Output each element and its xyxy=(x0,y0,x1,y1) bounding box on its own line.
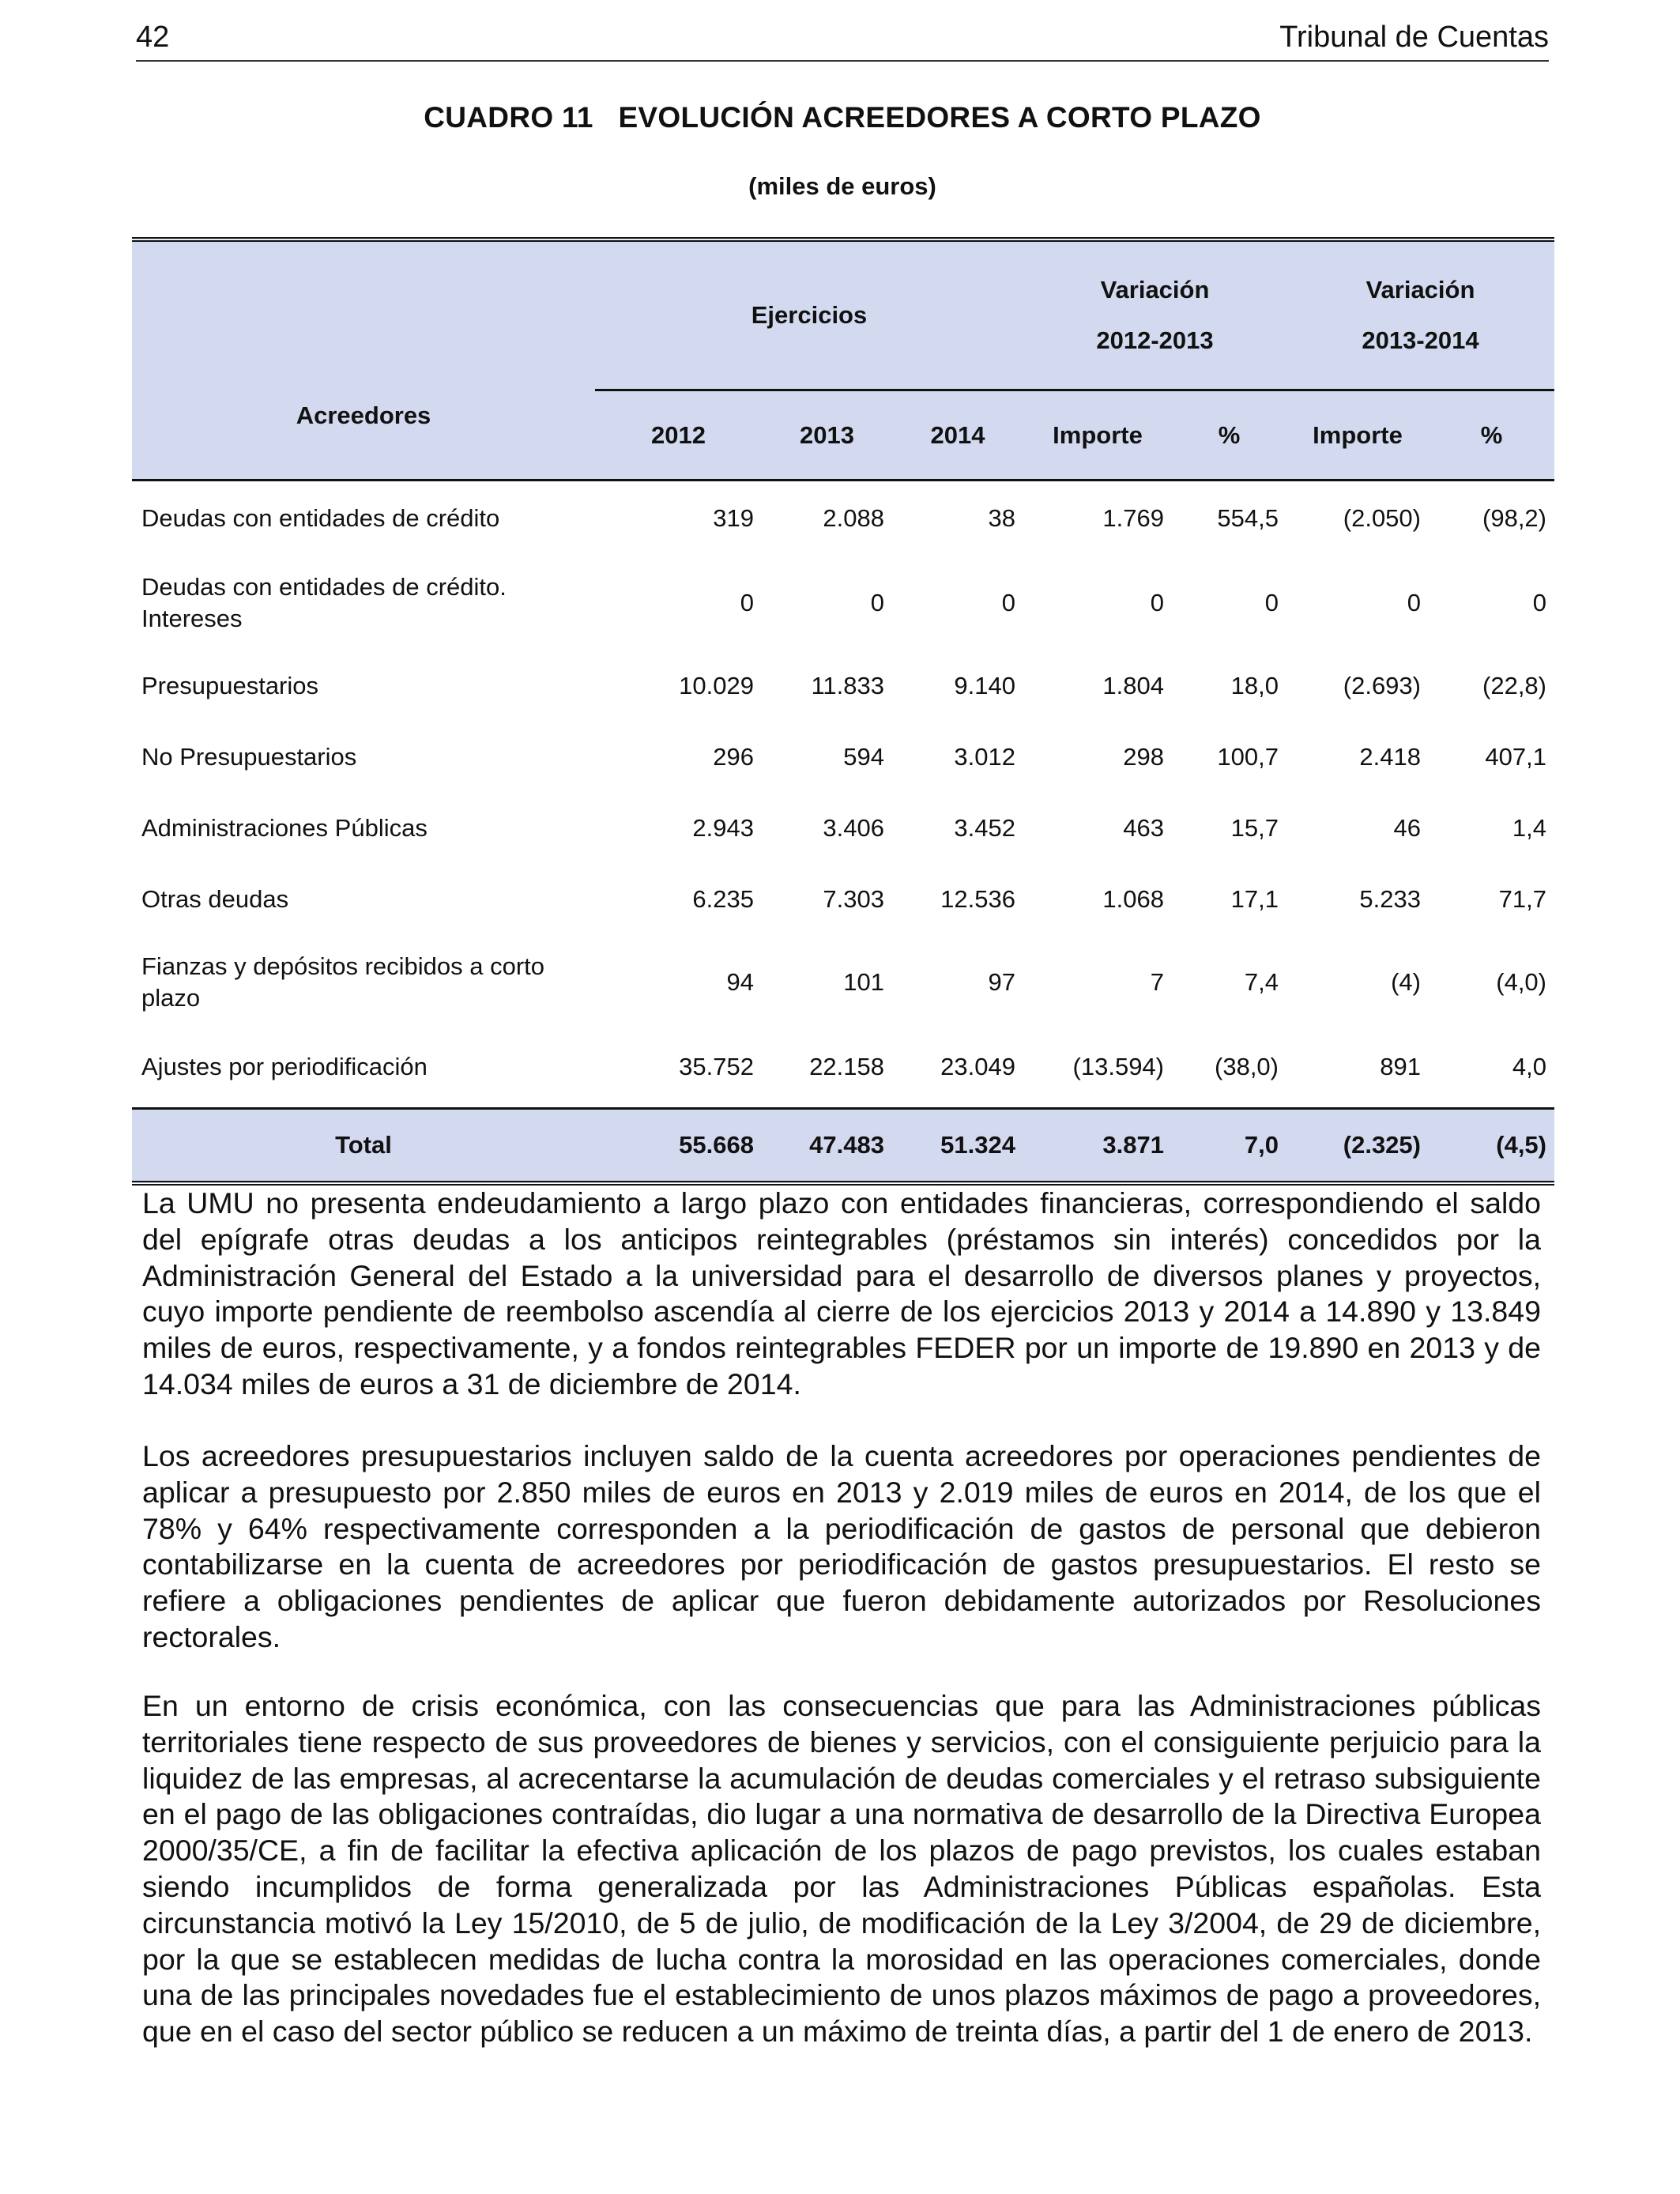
cell-pct-1: (38,0) xyxy=(1215,1053,1279,1080)
cell-pct-2: 0 xyxy=(1532,589,1546,616)
cell-2013: 101 xyxy=(843,968,884,996)
cell-pct-2: (4,0) xyxy=(1496,968,1546,996)
cell-2013: 3.406 xyxy=(823,814,884,842)
cell-2013: 594 xyxy=(843,743,884,771)
cell-2014: 23.049 xyxy=(940,1053,1015,1080)
cell-pct-1: 18,0 xyxy=(1230,672,1279,699)
cell-importe-1: 1.769 xyxy=(1102,504,1164,532)
row-label xyxy=(132,556,595,650)
cell-importe-2: 0 xyxy=(1407,589,1421,616)
cell-2014: 38 xyxy=(988,504,1015,532)
cell-2012: 94 xyxy=(726,968,754,996)
table-row xyxy=(132,1030,1554,1109)
variacion-label: Variación xyxy=(1365,276,1475,304)
total-importe-2: (2.325) xyxy=(1286,1109,1429,1184)
row-label-line: Intereses xyxy=(141,605,243,632)
cell-2014: 9.140 xyxy=(954,672,1015,699)
variacion-period: 2012-2013 xyxy=(1096,326,1214,355)
row-label-line: Fianzas y depósitos recibidos a corto xyxy=(141,952,545,980)
cell-importe-1: 0 xyxy=(1150,589,1164,616)
cell-pct-1: 17,1 xyxy=(1230,885,1279,913)
cell-pct-2: 1,4 xyxy=(1512,814,1546,842)
table-row xyxy=(132,864,1554,935)
row-label-line: plazo xyxy=(141,984,201,1012)
total-pct-2: (4,5) xyxy=(1429,1109,1554,1184)
body-paragraph: La UMU no presenta endeudamiento a largo plazo con entidades financieras, correspondiendo el saldo del epígrafe otras deudas a los anticipos reintegrables (préstamos sin interés) concedidos por la Administración General del Estado a la universidad para el desarrollo de diversos planes y proyectos, cuyo importe pendiente de reembolso ascendía al cierre de los ejercicios 2013 y 2014 a 14.890 y 13.849 miles de euros, respectivamente, y a fondos reintegrables FEDER por un importe de 19.890 en 2013 y de 14.034 miles de euros a 31 de diciembre de 2014. xyxy=(142,1186,1541,1400)
cell-2013: 0 xyxy=(870,589,884,616)
cell-importe-1: 1.068 xyxy=(1102,885,1164,913)
row-label-line: Deudas con entidades de crédito. xyxy=(141,573,507,601)
cell-2012: 319 xyxy=(713,504,754,532)
cell-importe-2: (4) xyxy=(1391,968,1421,996)
variacion-label: Variación xyxy=(1100,276,1210,304)
total-pct-1: 7,0 xyxy=(1172,1109,1286,1184)
cell-2013: 7.303 xyxy=(823,885,884,913)
cell-importe-2: 46 xyxy=(1393,814,1421,842)
cell-pct-1: 7,4 xyxy=(1244,968,1279,996)
cell-importe-2: (2.693) xyxy=(1343,672,1421,699)
cell-pct-2: 4,0 xyxy=(1512,1053,1546,1080)
total-2012: 55.668 xyxy=(595,1109,762,1184)
row-label xyxy=(132,935,595,1030)
header-variacion-2013-2014 xyxy=(1286,239,1554,390)
cell-pct-2: 407,1 xyxy=(1485,743,1546,771)
cell-2014: 3.452 xyxy=(954,814,1015,842)
cell-2012: 10.029 xyxy=(679,672,754,699)
cell-2012: 2.943 xyxy=(692,814,754,842)
total-label: Total xyxy=(132,1109,595,1184)
cell-importe-1: 298 xyxy=(1123,743,1164,771)
row-label: Presupuestarios xyxy=(141,672,319,699)
total-importe-1: 3.871 xyxy=(1023,1109,1172,1184)
cell-2012: 6.235 xyxy=(692,885,754,913)
row-label: Ajustes por periodificación xyxy=(141,1053,428,1080)
cell-importe-2: 2.418 xyxy=(1359,743,1421,771)
cell-importe-2: 891 xyxy=(1380,1053,1421,1080)
row-label: Otras deudas xyxy=(141,885,289,913)
body-paragraph: En un entorno de crisis económica, con las consecuencias que para las Administraciones públicas territoriales tiene respecto de sus proveedores de bienes y servicios, con el consiguiente perjuicio para la liquidez de las empresas, al acrecentarse la acumulación de deudas comerciales y el retraso subsiguiente en el pago de las obligaciones contraídas, dio lugar a una normativa de desarrollo de la Directiva Europea 2000/35/CE, a fin de facilitar la efectiva aplicación de los plazos de pago previstos, los cuales estaban siendo incumplidos de forma generalizada por las Administraciones Públicas españolas. Esta circunstancia motivó la Ley 15/2010, de 5 de julio, de modificación de la Ley 3/2004, de 29 de diciembre, por la que se establecen medidas de lucha contra la morosidad en las operaciones comerciales, donde una de las principales novedades fue el establecimiento de unos plazos máximos de pago a proveedores, que en el caso del sector público se reducen a un máximo de treinta días, a partir del 1 de enero de 2013. xyxy=(142,1689,1541,2049)
body-paragraph: Los acreedores presupuestarios incluyen saldo de la cuenta acreedores por operaciones pendientes de aplicar a presupuesto por 2.850 miles de euros en 2013 y 2.019 miles de euros en 2014, de los que el 78% y 64% respectivamente corresponden a la periodificación de gastos de personal que debieron contabilizarse en la cuenta de acreedores por periodificación de gastos presupuestarios. El resto se refiere a obligaciones pendientes de aplicar que fueron debidamente autorizados por Resoluciones rectorales. xyxy=(142,1439,1541,1653)
cell-pct-2: 71,7 xyxy=(1498,885,1546,913)
variacion-period: 2013-2014 xyxy=(1362,326,1479,355)
cell-2012: 296 xyxy=(713,743,754,771)
table-row xyxy=(132,722,1554,793)
table-row xyxy=(132,793,1554,864)
table-title: CUADRO 11 EVOLUCIÓN ACREEDORES A CORTO PLAZO xyxy=(424,101,1261,134)
cell-2012: 35.752 xyxy=(679,1053,754,1080)
table-row xyxy=(132,650,1554,722)
cell-importe-2: 5.233 xyxy=(1359,885,1421,913)
header-variacion-2012-2013 xyxy=(1023,239,1286,390)
cell-2012: 0 xyxy=(740,589,754,616)
header-pct-2: % xyxy=(1429,390,1554,481)
cell-2013: 2.088 xyxy=(823,504,884,532)
row-label: Administraciones Públicas xyxy=(141,814,428,842)
table-row xyxy=(132,481,1554,556)
cell-2013: 22.158 xyxy=(809,1053,884,1080)
row-label: Deudas con entidades de crédito xyxy=(141,504,500,532)
cell-importe-1: 7 xyxy=(1150,968,1164,996)
header-acreedores: Acreedores xyxy=(132,239,595,481)
running-header-title: Tribunal de Cuentas xyxy=(1279,21,1549,54)
cell-pct-1: 15,7 xyxy=(1230,814,1279,842)
table-row xyxy=(132,556,1554,650)
table-row xyxy=(132,935,1554,1030)
cell-pct-2: (22,8) xyxy=(1482,672,1546,699)
header-importe-2: Importe xyxy=(1286,390,1429,481)
header-importe-1: Importe xyxy=(1023,390,1172,481)
cell-pct-1: 554,5 xyxy=(1217,504,1279,532)
total-row xyxy=(132,1109,1554,1184)
cell-2014: 97 xyxy=(988,968,1015,996)
total-2013: 47.483 xyxy=(762,1109,892,1184)
cell-pct-2: (98,2) xyxy=(1482,504,1546,532)
cell-importe-1: (13.594) xyxy=(1072,1053,1164,1080)
cell-2013: 11.833 xyxy=(811,672,884,699)
total-2014: 51.324 xyxy=(892,1109,1023,1184)
header-year-2014: 2014 xyxy=(892,390,1023,481)
table-subtitle: (miles de euros) xyxy=(748,172,936,200)
cell-importe-1: 463 xyxy=(1123,814,1164,842)
cell-importe-1: 1.804 xyxy=(1102,672,1164,699)
page-number: 42 xyxy=(136,21,170,54)
cell-2014: 0 xyxy=(1001,589,1015,616)
header-year-2013: 2013 xyxy=(762,390,892,481)
row-label: No Presupuestarios xyxy=(141,743,357,771)
cell-2014: 12.536 xyxy=(940,885,1015,913)
cell-importe-2: (2.050) xyxy=(1343,504,1421,532)
header-year-2012: 2012 xyxy=(595,390,762,481)
creditors-table xyxy=(132,237,1554,1186)
page-header xyxy=(136,21,1549,62)
cell-2014: 3.012 xyxy=(954,743,1015,771)
cell-pct-1: 100,7 xyxy=(1217,743,1279,771)
cell-pct-1: 0 xyxy=(1264,589,1279,616)
header-ejercicios: Ejercicios xyxy=(595,239,1023,390)
header-pct-1: % xyxy=(1172,390,1286,481)
